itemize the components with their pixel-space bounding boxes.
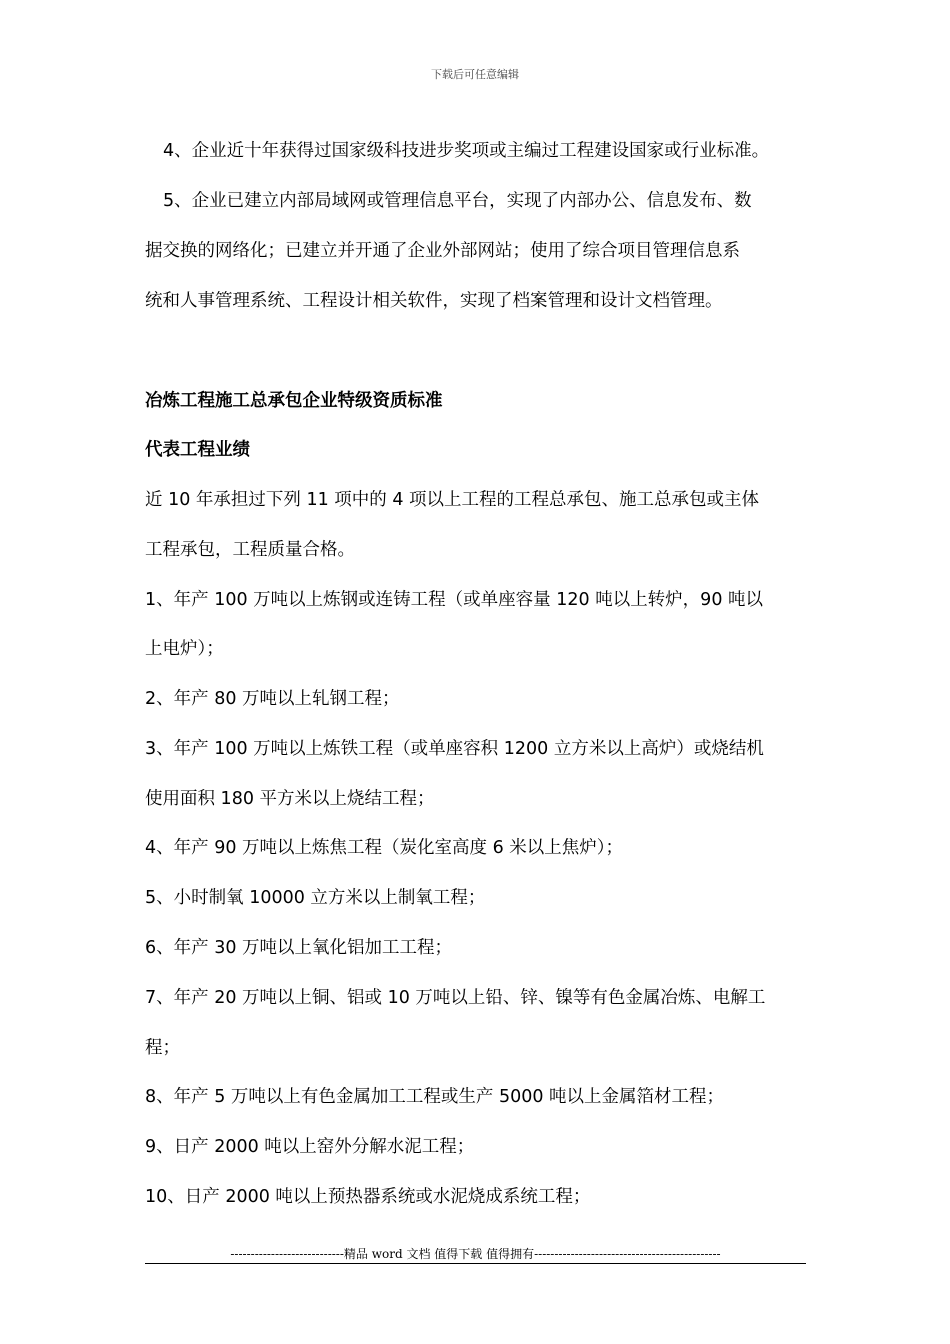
paragraph-line: 近 10 年承担过下列 11 项中的 4 项以上工程的工程总承包、施工总承包或主体 — [145, 490, 760, 510]
paragraph-line: 4、企业近十年获得过国家级科技进步奖项或主编过工程建设国家或行业标准。 — [163, 141, 770, 161]
paragraph-line: 统和人事管理系统、工程设计相关软件，实现了档案管理和设计文档管理。 — [145, 291, 723, 311]
list-item-continuation: 上电炉）； — [145, 639, 224, 659]
footer-divider — [145, 1263, 806, 1264]
list-item: 8、年产 5 万吨以上有色金属加工工程或生产 5000 吨以上金属箔材工程； — [145, 1087, 725, 1107]
list-item: 3、年产 100 万吨以上炼铁工程（或单座容积 1200 立方米以上高炉）或烧结机 — [145, 739, 764, 759]
list-item: 10、日产 2000 吨以上预热器系统或水泥烧成系统工程； — [145, 1187, 591, 1207]
page-header: 下载后可任意编辑 — [431, 68, 519, 81]
list-item-continuation: 程； — [145, 1038, 180, 1058]
list-item: 9、日产 2000 吨以上窑外分解水泥工程； — [145, 1137, 475, 1157]
section-title: 冶炼工程施工总承包企业特级资质标准 — [145, 391, 443, 411]
paragraph-line: 据交换的网络化；已建立并开通了企业外部网站；使用了综合项目管理信息系 — [145, 241, 740, 261]
list-item: 1、年产 100 万吨以上炼钢或连铸工程（或单座容量 120 吨以上转炉，90 吨以 — [145, 590, 764, 610]
page-footer: ----------------------------精品 word 文档 值得下载 值得拥有---------------------------------------------- — [230, 1247, 721, 1261]
subsection-title: 代表工程业绩 — [145, 440, 250, 460]
paragraph-line: 工程承包，工程质量合格。 — [145, 540, 355, 560]
list-item: 2、年产 80 万吨以上轧钢工程； — [145, 689, 400, 709]
list-item-continuation: 使用面积 180 平方米以上烧结工程； — [145, 789, 435, 809]
list-item: 7、年产 20 万吨以上铜、铝或 10 万吨以上铅、锌、镍等有色金属冶炼、电解工 — [145, 988, 766, 1008]
paragraph-line: 5、企业已建立内部局域网或管理信息平台，实现了内部办公、信息发布、数 — [163, 191, 752, 211]
list-item: 5、小时制氧 10000 立方米以上制氧工程； — [145, 888, 486, 908]
list-item: 6、年产 30 万吨以上氧化铝加工工程； — [145, 938, 453, 958]
list-item: 4、年产 90 万吨以上炼焦工程（炭化室高度 6 米以上焦炉）； — [145, 838, 624, 858]
